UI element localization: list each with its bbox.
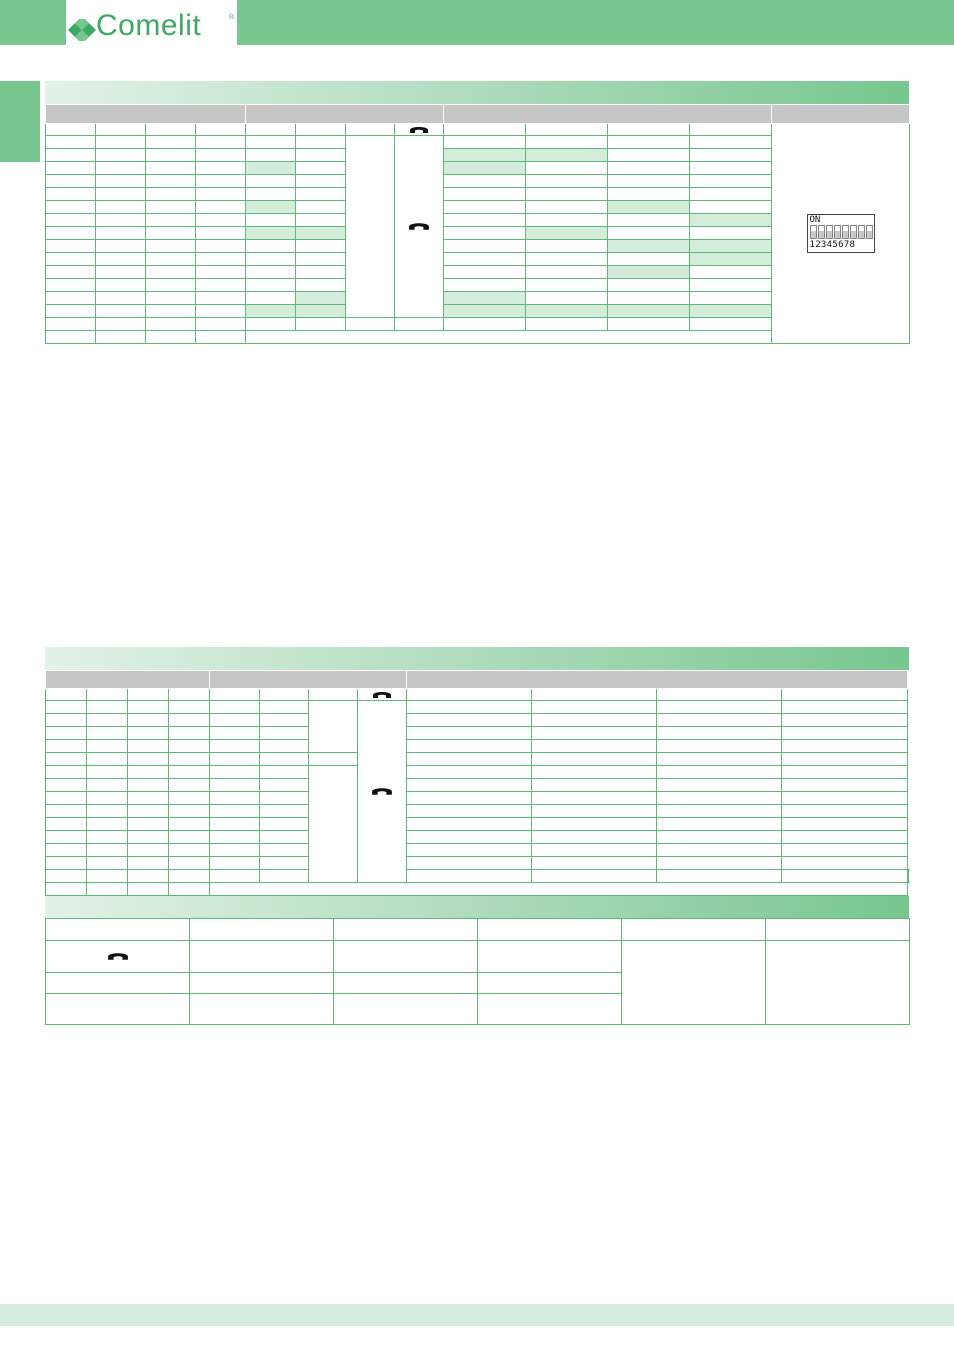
telephone-handset-icon: [395, 221, 443, 232]
table-2-group-header-1: [46, 671, 210, 689]
table-1: [45, 81, 909, 344]
footer-bar: [0, 1304, 954, 1326]
registered-mark: ®: [229, 14, 235, 21]
table-3-title-band: [45, 896, 909, 918]
telephone-handset-icon: [358, 690, 406, 700]
table-2-grid: [45, 670, 909, 896]
table-1-group-header-1: [46, 105, 246, 124]
table-2: [45, 647, 909, 1025]
brand-name: Comelit: [96, 9, 202, 42]
table-1-group-header-4: [772, 105, 910, 124]
table-2-group-header-2: [210, 671, 407, 689]
table-1-group-header-3: [444, 105, 772, 124]
telephone-handset-icon: [46, 951, 189, 962]
dip-switch-numbers: 12345678: [809, 240, 856, 250]
table-2-handset-cell: [358, 701, 407, 883]
telephone-handset-icon: [395, 125, 443, 135]
dip-switch-on-label: ON: [809, 215, 821, 225]
table-2-group-header-3: [407, 671, 908, 689]
brand-logo: [66, 0, 237, 45]
table-1-handset-cell: [395, 136, 444, 318]
table-3-handset-cell: [46, 941, 190, 973]
telephone-handset-icon: [358, 786, 406, 797]
table-3-grid: [45, 918, 910, 1025]
dip-switch-cell: [772, 124, 910, 344]
table-2-title-band: [45, 647, 909, 670]
table-1-grid: [45, 104, 910, 344]
dip-switch-icon: [807, 214, 875, 253]
comelit-logo-mark-icon: [68, 19, 96, 41]
table-1-group-header-2: [246, 105, 444, 124]
table-1-header-handset: [395, 124, 444, 136]
table-1-title-band: [45, 81, 909, 104]
table-2-header-handset: [358, 689, 407, 701]
section-tab: [0, 81, 40, 162]
